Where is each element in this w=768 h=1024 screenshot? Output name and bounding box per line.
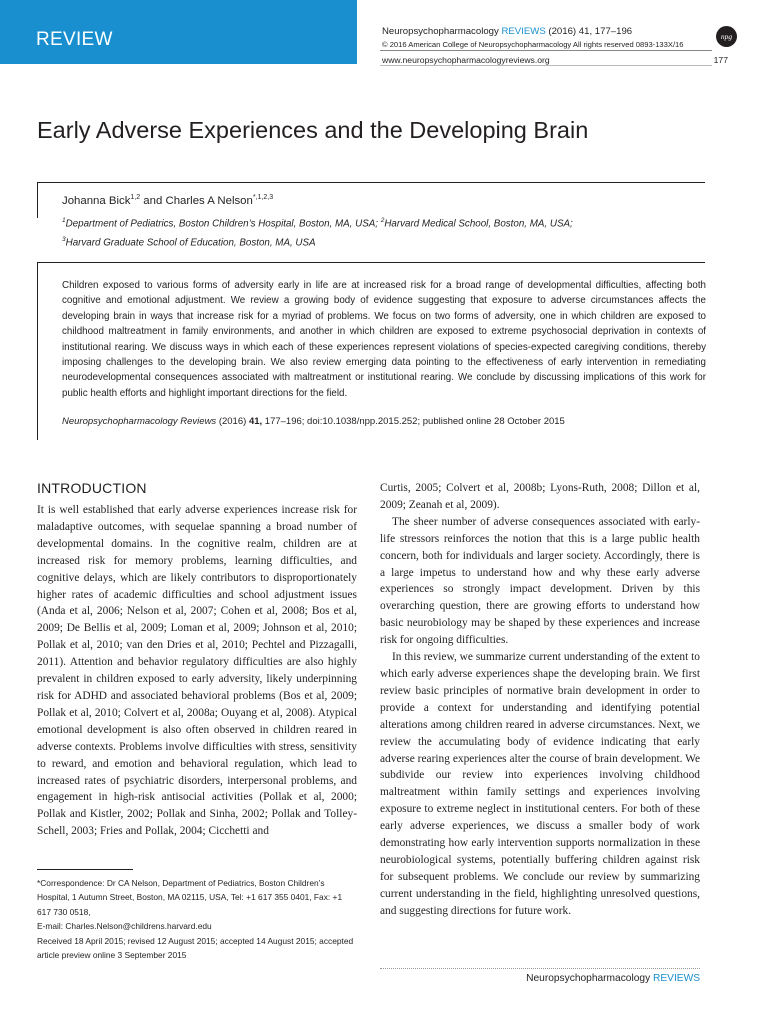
body-paragraph: The sheer number of adverse consequences associated with early-life stressors reinforces the notion that this is a large public health concern, both for individuals and larger society. Accordingly, there is a large impetus to understand how and why these early adverse experiences so strongly impact development. Driven by this overarching question, there are growing efforts to understand how basic neurobiology may be shaped by these experiences and increase risk for ongoing difficulties. [380, 515, 700, 647]
citation-volume: 41, [248, 416, 263, 427]
affiliations [62, 213, 702, 251]
journal-line [382, 26, 632, 37]
affiliation-sup: 3 [62, 235, 66, 243]
footer-reviews-word: REVIEWS [653, 973, 700, 984]
author-sup: *,1,2,3 [252, 194, 274, 201]
reviews-word: REVIEWS [501, 26, 546, 37]
citation-journal: Neuropsychopharmacology Reviews [62, 416, 217, 427]
authors [62, 194, 273, 207]
correspondence-email: E-mail: Charles.Nelson@childrens.harvard.edu [37, 921, 212, 932]
author-name: Johanna Bick [62, 194, 131, 207]
footnote-rule [37, 869, 133, 870]
footer-brand [526, 973, 700, 984]
npg-logo-icon: npg [716, 26, 737, 47]
authors-and: and [140, 194, 166, 207]
abstract-vline [37, 262, 38, 440]
footer-rule [380, 968, 700, 969]
footer-journal: Neuropsychopharmacology [526, 973, 651, 984]
header-rule [380, 50, 712, 51]
journal-name: Neuropsychopharmacology [382, 26, 499, 37]
affiliation-sup: 2 [380, 217, 385, 224]
body-paragraph-continuation: Curtis, 2005; Colvert et al, 2008b; Lyons-Ruth, 2008; Dillon et al, 2009; Zeanah et al, 2009). [380, 482, 700, 511]
review-label: REVIEW [36, 29, 113, 50]
abstract: Children exposed to various forms of adversity early in life are at increased risk for a broad range of developmental difficulties, affecting both cognitive and emotional adjustment. We review a growing body of evidence suggesting that exposure to adverse circumstances affects the developing brain in ways that increase risk for a myriad of problems. We focus on two forms of adversity, one in which children are exposed to childhood maltreatment in family environments, and another in which children are exposed to extreme psychosocial deprivation in contexts of institutional rearing. We discuss ways in which each of these experiences represent violations of species-expected caregiving conditions, thereby imposing challenges to the developing brain. We also review emerging data pointing to the effectiveness of early intervention in remediating neurodevelopmental consequences associated with maltreatment or institutional rearing. We conclude by discussing implications of this work for public health efforts and highlight important directions for the field. [62, 280, 706, 399]
affiliation-2: Harvard Medical School, Boston, MA, USA; [384, 218, 573, 230]
copyright-line: © 2016 American College of Neuropsychopharmacology All rights reserved 0893-133X/16 [382, 40, 684, 49]
abstract-rule [37, 262, 705, 263]
authors-vline [37, 182, 38, 218]
journal-url-link[interactable]: www.neuropsychopharmacologyreviews.org [382, 55, 550, 65]
journal-info: (2016) 41, 177–196 [548, 26, 633, 37]
affiliation-3: Harvard Graduate School of Education, Boston, MA, USA [65, 237, 316, 249]
body-paragraph: In this review, we summarize current understanding of the extent to which early adverse experiences shape the developing brain. We first review basic principles of normative brain development in order to provide a context for understanding and identifying potential alterations among children reared in adverse circumstances. Next, we review the accumulating body of evidence indicating that early adverse rearing experiences alter the course of brain development. We subdivide our review into experiences involving childhood maltreatment within family settings and experiences involving exposure to extreme neglect in institutional centers. For both of these early adverse experiences, we discuss a smaller body of work demonstrating how early intervention supports normalization in these neurobiological systems, potentially buffering children against risk for subsequent problems. We conclude our review by summarizing current understanding in the field, highlighting unresolved questions, and suggesting directions for future work. [380, 651, 700, 917]
correspondence-note: *Correspondence: Dr CA Nelson, Department of Pediatrics, Boston Children’s Hospital, 1 Autumn Street, Boston, MA 02115, USA, Tel: +1 617 355 0401, Fax: +1 617 730 0518, [37, 878, 343, 917]
left-column [37, 502, 357, 840]
received-dates: Received 18 April 2015; revised 12 August 2015; accepted 14 August 2015; accepted article preview online 3 September 2015 [37, 935, 354, 961]
footnote [37, 876, 357, 962]
author-sup: 1,2 [130, 194, 141, 201]
section-heading-introduction: INTRODUCTION [37, 480, 147, 496]
affiliation-1: Department of Pediatrics, Boston Children’s Hospital, Boston, MA, USA; [65, 218, 381, 230]
body-paragraph: It is well established that early adverse experiences increase risk for maladaptive outcomes, with sequelae spanning a broad number of developmental domains. In the cognitive realm, children are at increased risk for memory problems, learning difficulties, and cognitive delays, which are likely contributors to disproportionately higher rates of academic difficulties and school adjustment issues (Anda et al, 2006; Nelson et al, 2007; Cohen et al, 2008; Bos et al, 2009; De Bellis et al, 2009; Loman et al, 2009; Johnson et al, 2010; Pollak et al, 2010; van den Dries et al, 2010; Pechtel and Pizzagalli, 2011). Attention and behavior regulatory difficulties are also highly prevalent in children exposed to early adversity, likely underpinning risk for ADHD and associated behavioral problems (Bos et al, 2009; Pollak et al, 2010; Colvert et al, 2008a; Ouyang et al, 2008). Atypical emotional development is also often observed in children reared in adverse contexts. Problems involve difficulties with stress, sensitivity to reward, and emotion and behavioral regulation, which lead to increased rates of psychiatric disorders, interpersonal problems, and engagement in high-risk antisocial activities (Pollak et al, 2000; Pollak and Kistler, 2002; Pollak and Sinha, 2002; Pollak and Tolley-Schell, 2003; Fries and Pollak, 2004; Cicchetti and [37, 504, 357, 838]
author-name: Charles A Nelson [165, 194, 253, 207]
url-rule [380, 65, 712, 66]
article-title: Early Adverse Experiences and the Developing Brain [37, 117, 589, 143]
authors-rule [37, 182, 705, 183]
citation-rest: 177–196; doi:10.1038/npp.2015.252; published online 28 October 2015 [262, 416, 565, 427]
right-column [380, 480, 700, 920]
page-number: 177 [713, 55, 728, 65]
citation [62, 416, 565, 427]
affiliation-sup: 1 [62, 217, 66, 224]
citation-year: (2016) [216, 416, 249, 427]
